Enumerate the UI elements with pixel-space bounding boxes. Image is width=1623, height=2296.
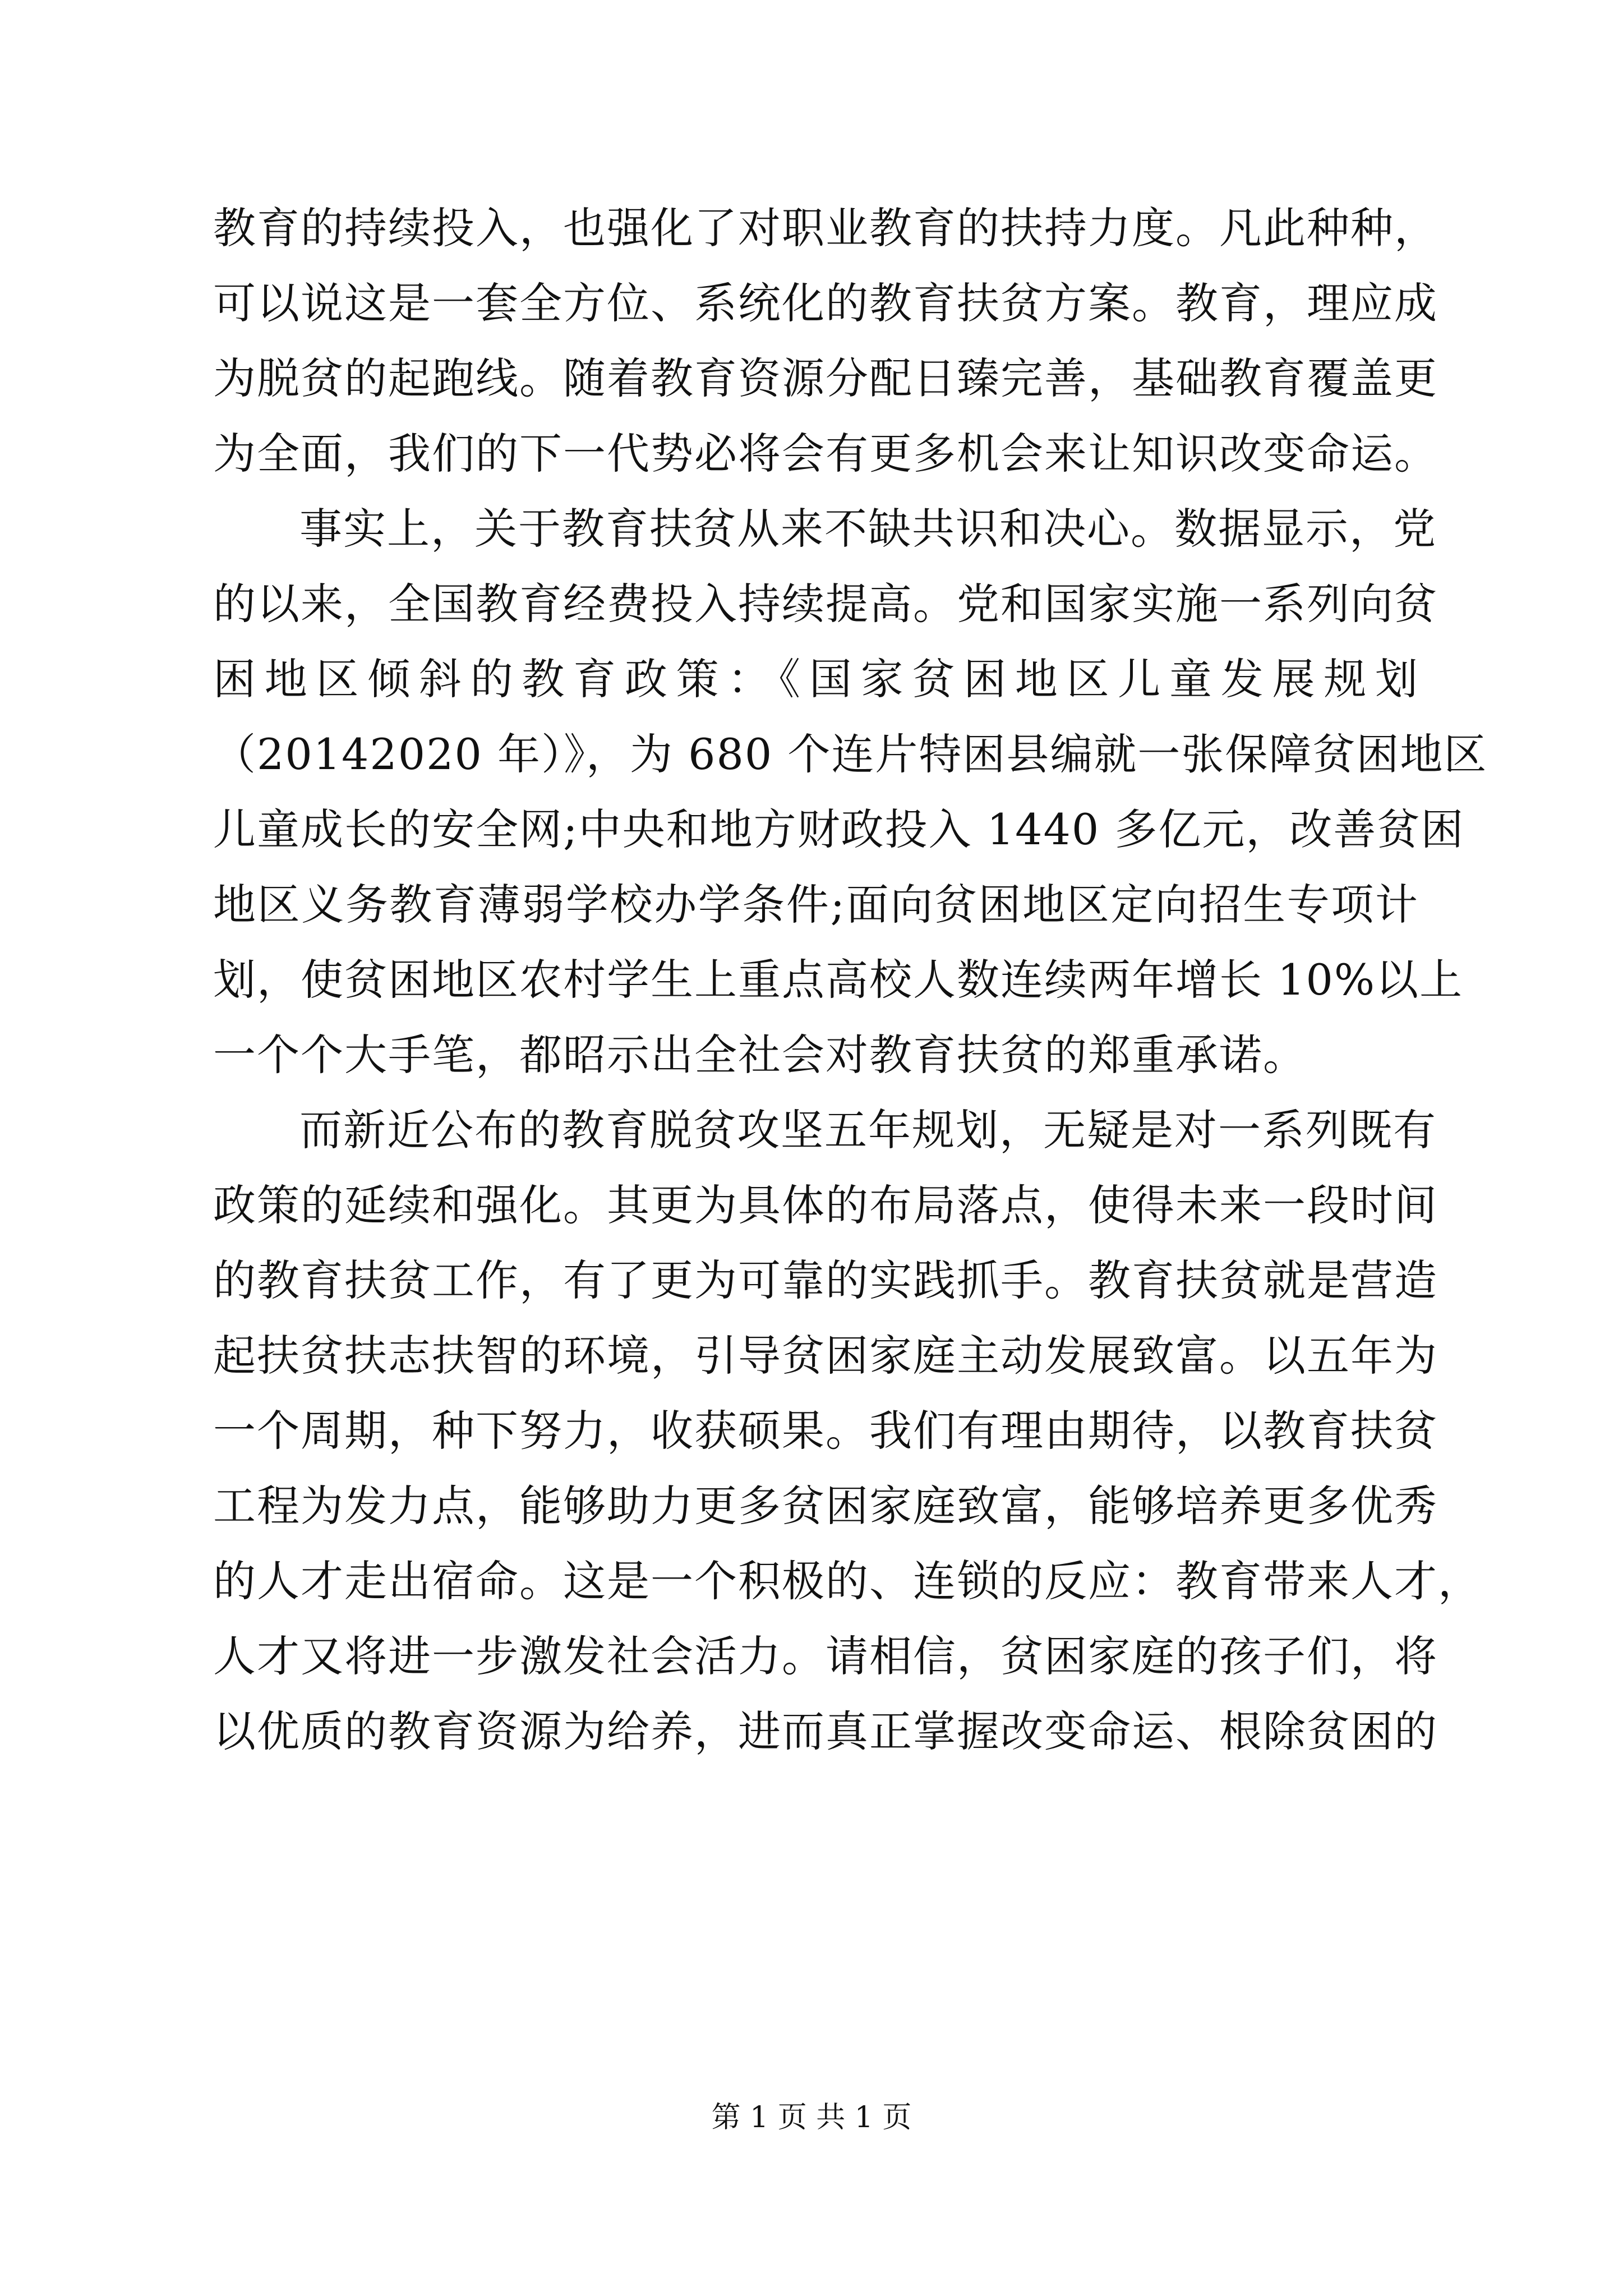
- text-line: 工程为发力点，能够助力更多贫困家庭致富，能够培养更多优秀: [213, 1481, 1438, 1531]
- text-line: 而新近公布的教育脱贫攻坚五年规划，无疑是对一系列既有: [299, 1105, 1437, 1155]
- text-line: 的教育扶贫工作，有了更为可靠的实践抓手。教育扶贫就是营造: [213, 1255, 1438, 1305]
- text-line: 地区义务教育薄弱学校办学条件;面向贫困地区定向招生专项计: [213, 880, 1419, 930]
- text-line: 的以来，全国教育经费投入持续提高。党和国家实施一系列向贫: [213, 579, 1438, 629]
- text-line: 起扶贫扶志扶智的环境，引导贫困家庭主动发展致富。以五年为: [213, 1331, 1438, 1381]
- text-line: 困地区倾斜的教育政策：《国家贫困地区儿童发展规划: [213, 654, 1419, 704]
- text-line: 人才又将进一步激发社会活力。请相信，贫困家庭的孩子们，将: [213, 1631, 1438, 1681]
- text-line: 以优质的教育资源为给养，进而真正掌握改变命运、根除贫困的: [213, 1706, 1438, 1756]
- text-line: （20142020 年）》，为 680 个连片特困县编就一张保障贫困地区: [213, 729, 1488, 779]
- text-line: 的人才走出宿命。这是一个积极的、连锁的反应：教育带来人才，: [213, 1556, 1482, 1606]
- text-line: 事实上，关于教育扶贫从来不缺共识和决心。数据显示，党: [299, 504, 1437, 554]
- body-text: [213, 191, 1488, 1769]
- text-line: 教育的持续投入，也强化了对职业教育的扶持力度。凡此种种，: [213, 203, 1438, 253]
- text-line: 一个个大手笔，都昭示出全社会对教育扶贫的郑重承诺。: [213, 1030, 1307, 1080]
- text-line: 政策的延续和强化。其更为具体的布局落点，使得未来一段时间: [213, 1180, 1438, 1230]
- text-line: 一个周期，种下努力，收获硕果。我们有理由期待，以教育扶贫: [213, 1406, 1438, 1456]
- text-line: 为全面，我们的下一代势必将会有更多机会来让知识改变命运。: [213, 429, 1438, 478]
- page-footer: [0, 2098, 1623, 2137]
- text-line: 儿童成长的安全网;中央和地方财政投入 1440 多亿元，改善贫困: [213, 804, 1465, 854]
- page-number-label: 第 1 页 共 1 页: [711, 2101, 912, 2134]
- text-line: 可以说这是一套全方位、系统化的教育扶贫方案。教育，理应成: [213, 278, 1438, 328]
- text-line: 划，使贫困地区农村学生上重点高校人数连续两年增长 10%以上: [213, 955, 1464, 1005]
- text-line: 为脱贫的起跑线。随着教育资源分配日臻完善，基础教育覆盖更: [213, 353, 1438, 403]
